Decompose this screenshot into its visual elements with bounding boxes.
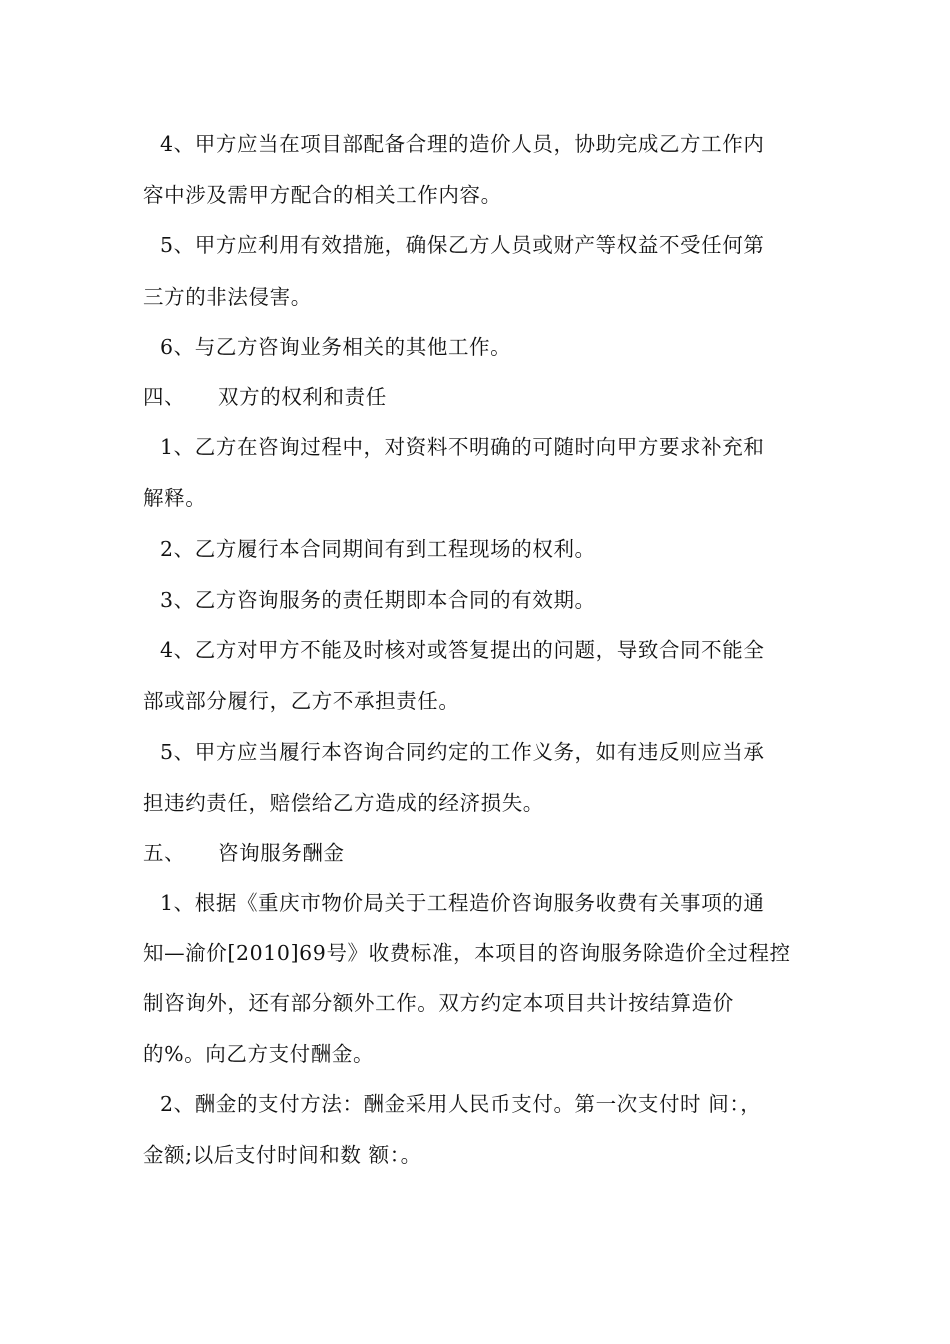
paragraph-line: 5、甲方应当履行本咨询合同约定的工作义务，如有违反则应当承 bbox=[160, 740, 765, 764]
paragraph-line: 5、甲方应利用有效措施，确保乙方人员或财产等权益不受任何第 bbox=[160, 233, 765, 257]
paragraph-line: 金额;以后支付时间和数 额：。 bbox=[143, 1143, 422, 1167]
paragraph-line: 2、酬金的支付方法：酬金采用人民币支付。第一次支付时 间：， bbox=[160, 1092, 762, 1116]
paragraph-line: 2、乙方履行本合同期间有到工程现场的权利。 bbox=[160, 537, 596, 561]
section-heading-title: 咨询服务酬金 bbox=[218, 841, 345, 865]
paragraph-line: 1、乙方在咨询过程中，对资料不明确的可随时向甲方要求补充和 bbox=[160, 435, 765, 459]
paragraph-line: 4、乙方对甲方不能及时核对或答复提出的问题，导致合同不能全 bbox=[160, 638, 765, 662]
paragraph-line: 担违约责任，赔偿给乙方造成的经济损失。 bbox=[143, 791, 544, 815]
paragraph-line: 1、根据《重庆市物价局关于工程造价咨询服务收费有关事项的通 bbox=[160, 891, 765, 915]
section-heading-number: 四、 bbox=[143, 385, 186, 409]
paragraph-line: 部或部分履行，乙方不承担责任。 bbox=[143, 689, 460, 713]
paragraph-line: 的%。向乙方支付酬金。 bbox=[143, 1042, 375, 1066]
paragraph-line: 解释。 bbox=[143, 486, 207, 510]
paragraph-line: 4、甲方应当在项目部配备合理的造价人员，协助完成乙方工作内 bbox=[160, 132, 765, 156]
paragraph-line: 制咨询外，还有部分额外工作。双方约定本项目共计按结算造价 bbox=[143, 991, 734, 1015]
section-heading-title: 双方的权利和责任 bbox=[218, 385, 387, 409]
paragraph-line: 三方的非法侵害。 bbox=[143, 285, 312, 309]
paragraph-line: 3、乙方咨询服务的责任期即本合同的有效期。 bbox=[160, 588, 596, 612]
paragraph-line: 知—渝价[2010]69号》收费标准，本项目的咨询服务除造价全过程控 bbox=[143, 941, 791, 965]
paragraph-line: 6、与乙方咨询业务相关的其他工作。 bbox=[160, 335, 512, 359]
paragraph-line: 容中涉及需甲方配合的相关工作内容。 bbox=[143, 183, 502, 207]
section-heading-number: 五、 bbox=[143, 841, 186, 865]
